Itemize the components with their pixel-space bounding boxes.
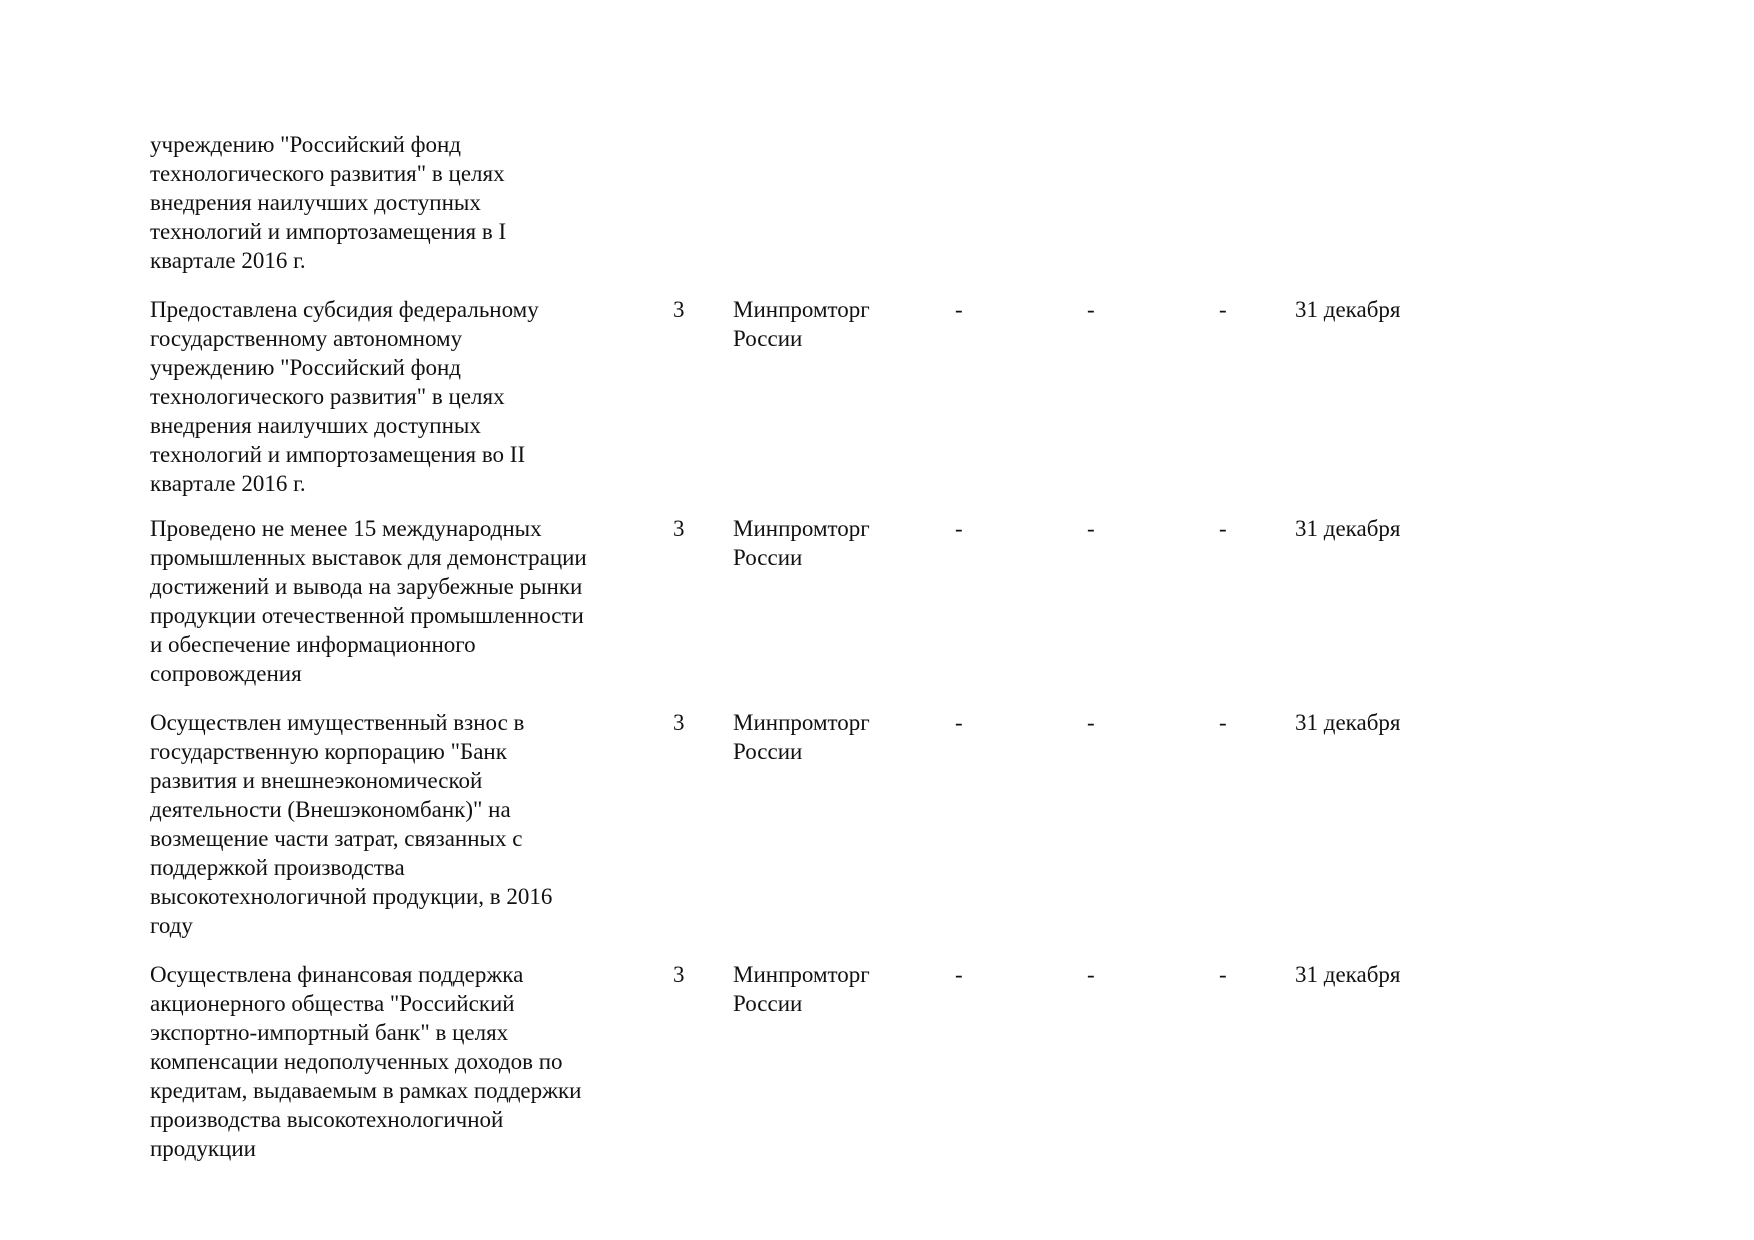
value-cell-3: - [1219,710,1227,735]
table-row [150,708,1600,940]
event-description: учреждению "Российский фонд технологического развития" в целях внедрения наилучших доступных технологий и импортозамещения в I квартале 2016 г. [150,132,507,273]
event-number: 3 [673,962,685,987]
value-cell-1: - [955,710,963,735]
table-row [150,295,1600,498]
deadline-date: 31 декабря [1295,297,1401,322]
event-number: 3 [673,297,685,322]
value-cell-3: - [1219,516,1227,541]
event-number: 3 [673,710,685,735]
value-cell-1: - [955,297,963,322]
value-cell-3: - [1219,962,1227,987]
event-description: Осуществлен имущественный взнос в государственную корпорацию "Банк развития и внешнеэкономической деятельности (Внешэкономбанк)" на возмещение части затрат, связанных с поддержкой производства высокотехнологичной продукции, в 2016 году [150,710,553,938]
event-description: Проведено не менее 15 международных промышленных выставок для демонстрации достижений и вывода на зарубежные рынки продукции отечественной промышленности и обеспечение информационного сопровождения [150,516,587,686]
deadline-date: 31 декабря [1295,710,1401,735]
table-row [150,960,1600,1163]
value-cell-1: - [955,962,963,987]
table-row [150,514,1600,688]
value-cell-2: - [1087,516,1095,541]
value-cell-2: - [1087,297,1095,322]
value-cell-3: - [1219,297,1227,322]
event-description: Осуществлена финансовая поддержка акционерного общества "Российский экспортно-импортный банк" в целях компенсации недополученных доходов по кредитам, выдаваемым в рамках поддержки производства высокотехнологичной продукции [150,962,582,1161]
value-cell-2: - [1087,962,1095,987]
deadline-date: 31 декабря [1295,516,1401,541]
deadline-date: 31 декабря [1295,962,1401,987]
table-row [150,130,1600,275]
event-description: Предоставлена субсидия федеральному государственному автономному учреждению "Российский фонд технологического развития" в целях внедрения наилучших доступных технологий и импортозамещения во II квартале 2016 г. [150,297,539,496]
responsible-executor: Минпромторг России [733,710,870,764]
plan-table [150,130,1600,1163]
responsible-executor: Минпромторг России [733,516,870,570]
responsible-executor: Минпромторг России [733,297,870,351]
value-cell-1: - [955,516,963,541]
responsible-executor: Минпромторг России [733,962,870,1016]
event-number: 3 [673,516,685,541]
value-cell-2: - [1087,710,1095,735]
